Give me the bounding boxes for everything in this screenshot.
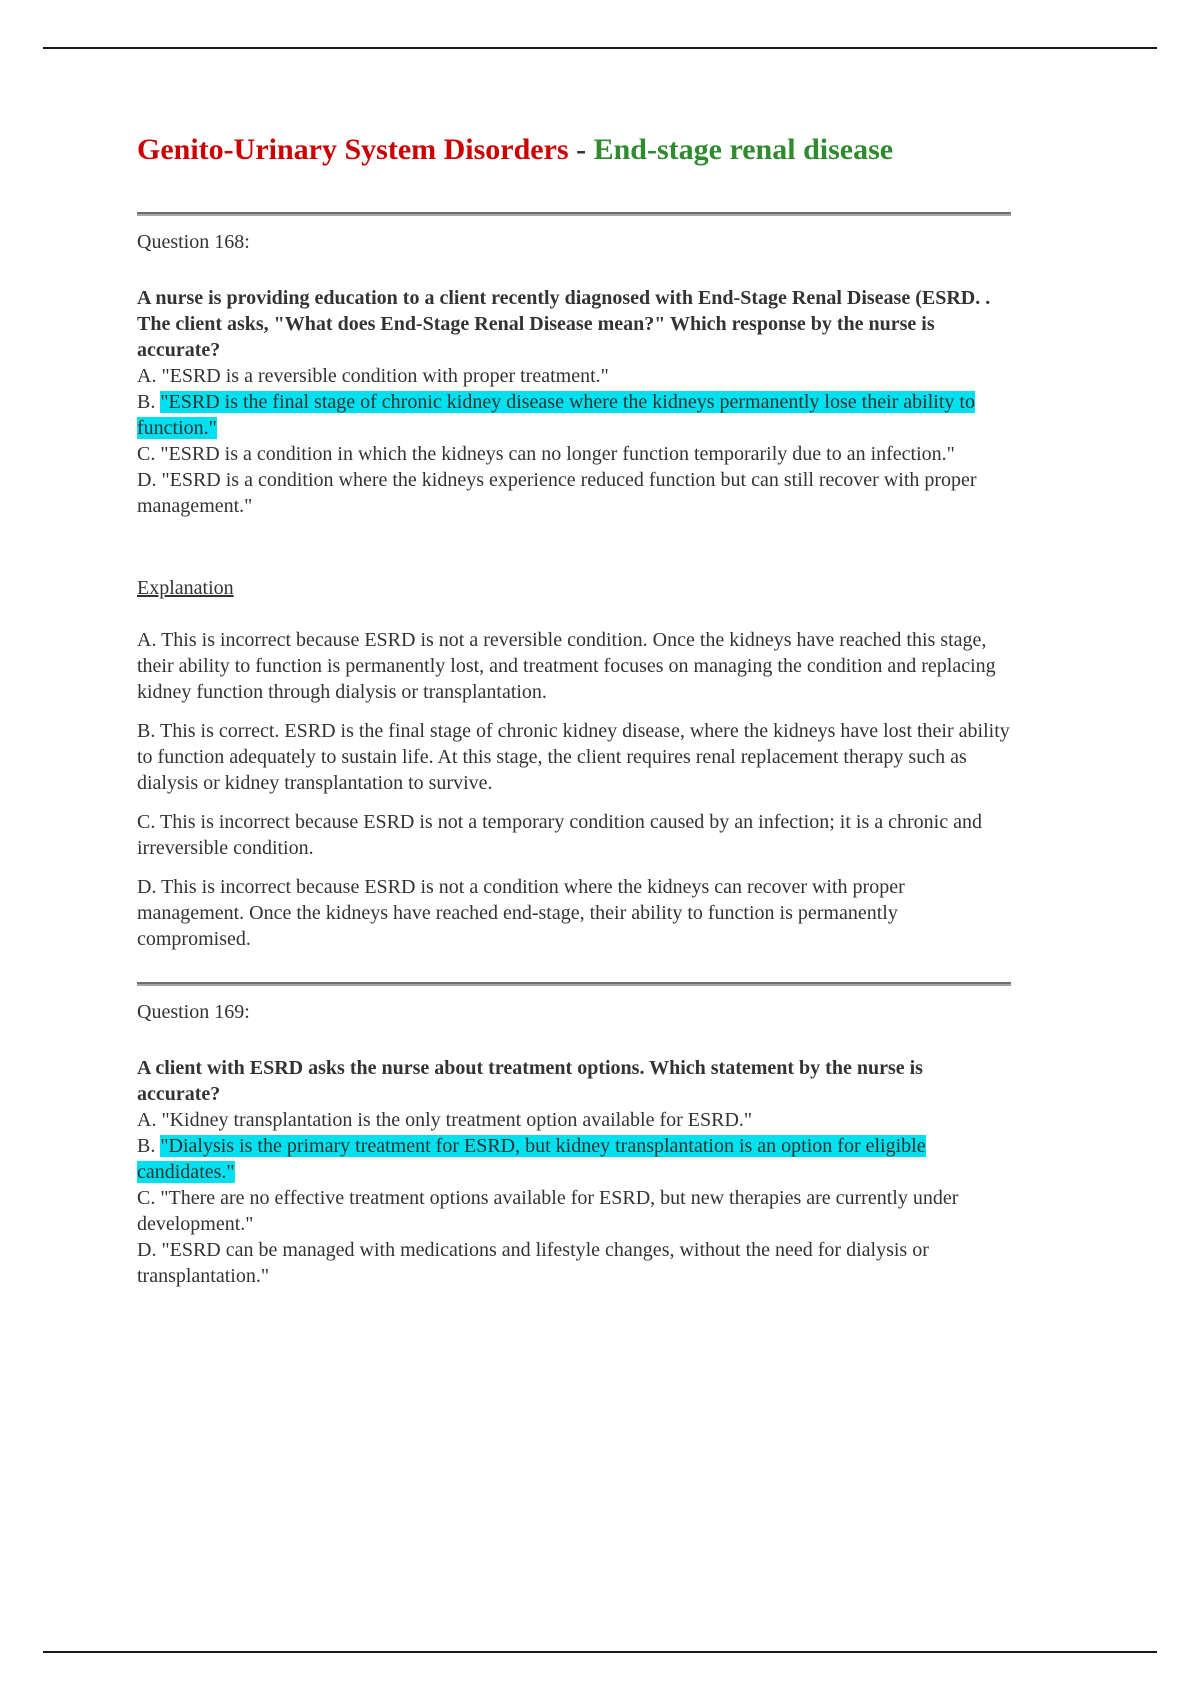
explanation-paragraph-c: C. This is incorrect because ESRD is not a temporary condition caused by an infection; it is a chronic and irreversible condition. — [137, 811, 982, 859]
explanation-heading: Explanation — [137, 577, 234, 599]
option-text: "ESRD can be managed with medications and lifestyle changes, without the need for dialysis or transplantation." — [137, 1239, 929, 1287]
option-text-highlighted: "ESRD is the final stage of chronic kidney disease where the kidneys permanently lose their ability to function." — [137, 391, 975, 439]
option-letter: B. — [137, 391, 161, 413]
question-169-option-d — [137, 1237, 1011, 1289]
title-separator: - — [568, 133, 594, 166]
option-letter: D. — [137, 469, 162, 491]
option-text: "Kidney transplantation is the only treatment option available for ESRD." — [161, 1109, 753, 1131]
question-168-option-c — [137, 441, 1011, 467]
section-divider — [137, 212, 1011, 216]
question-168-option-a — [137, 363, 1011, 389]
explanation-paragraph-b: B. This is correct. ESRD is the final stage of chronic kidney disease, where the kidneys have lost their ability to function adequately to sustain life. At this stage, the client requires renal replacement therapy such as dialysis or kidney transplantation to survive. — [137, 720, 1010, 794]
question-169-option-a — [137, 1107, 1011, 1133]
question-169-option-c — [137, 1185, 1011, 1237]
option-text: "ESRD is a reversible condition with proper treatment." — [161, 365, 609, 387]
option-letter: D. — [137, 1239, 162, 1261]
question-169-option-b — [137, 1133, 1011, 1185]
option-letter: A. — [137, 1109, 162, 1131]
title-topic: End-stage renal disease — [593, 133, 894, 166]
explanation-paragraph-d: D. This is incorrect because ESRD is not a condition where the kidneys can recover with proper management. Once the kidneys have reached end-stage, their ability to function is permanently compromised. — [137, 876, 905, 950]
question-168-label: Question 168: — [137, 231, 250, 253]
question-169-stem: A client with ESRD asks the nurse about treatment options. Which statement by the nurse is accurate? — [137, 1057, 923, 1105]
option-text: "ESRD is a condition where the kidneys experience reduced function but can still recover with proper management." — [137, 469, 977, 517]
document-title — [137, 132, 1011, 168]
question-169-label: Question 169: — [137, 1001, 250, 1023]
title-subject: Genito-Urinary System Disorders — [137, 133, 569, 166]
option-letter: B. — [137, 1135, 161, 1157]
option-letter: C. — [137, 443, 161, 465]
option-text-highlighted: "Dialysis is the primary treatment for ESRD, but kidney transplantation is an option for eligible candidates." — [137, 1135, 926, 1183]
option-text: "There are no effective treatment options available for ESRD, but new therapies are currently under development." — [137, 1187, 959, 1235]
question-168-stem: A nurse is providing education to a client recently diagnosed with End-Stage Renal Disease (ESRD. . The client asks, "What does End-Stage Renal Disease mean?" Which response by the nurse is accurate? — [137, 287, 991, 361]
explanation-paragraph-a: A. This is incorrect because ESRD is not a reversible condition. Once the kidneys have reached this stage, their ability to function is permanently lost, and treatment focuses on managing the condition and replacing kidney function through dialysis or transplantation. — [137, 629, 996, 703]
option-letter: C. — [137, 1187, 161, 1209]
page-content — [137, 0, 1011, 1289]
page-bottom-border — [43, 1651, 1157, 1653]
question-168-option-b — [137, 389, 1011, 441]
question-168-option-d — [137, 467, 1011, 519]
section-divider — [137, 982, 1011, 986]
option-text: "ESRD is a condition in which the kidneys can no longer function temporarily due to an infection." — [160, 443, 955, 465]
option-letter: A. — [137, 365, 162, 387]
